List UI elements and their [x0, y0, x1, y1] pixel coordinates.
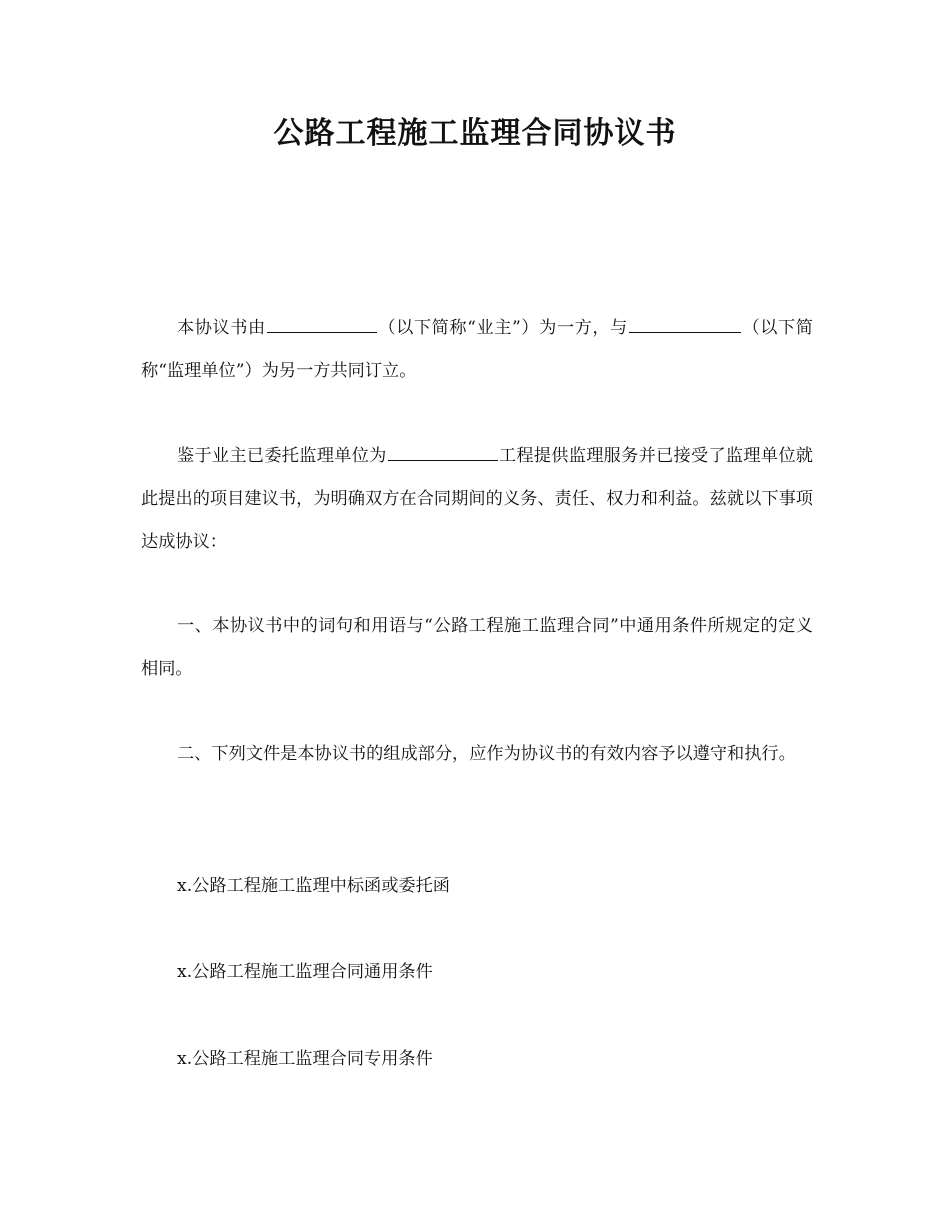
- list-item: x.公路工程施工监理合同通用条件: [177, 962, 433, 982]
- owner-name-blank[interactable]: [267, 331, 377, 333]
- list-item: x.公路工程施工监理合同专用条件: [177, 1049, 433, 1069]
- paragraph-whereas: [141, 435, 813, 564]
- paragraph-text: 鉴于业主已委托监理单位为: [177, 446, 387, 466]
- clause-one: 一、本协议书中的词句和用语与“公路工程施工监理合同”中通用条件所规定的定义相同。: [141, 616, 813, 679]
- paragraph-text: 本协议书由: [177, 318, 266, 338]
- list-item: x.公路工程施工监理中标函或委托函: [177, 876, 450, 896]
- document-title: 公路工程施工监理合同协议书: [273, 116, 677, 151]
- paragraph-text: （以下简称“监理单位”）为另一方共同订立。: [141, 318, 813, 381]
- paragraph-text: （以下简称“业主”）为一方，与: [377, 318, 628, 338]
- project-name-blank[interactable]: [388, 459, 498, 461]
- supervisor-name-blank[interactable]: [629, 331, 741, 333]
- paragraph-text: 工程提供监理服务并已接受了监理单位就此提出的项目建议书，为明确双方在合同期间的义务、责任、权力和利益。兹就以下事项达成协议：: [141, 446, 813, 552]
- clause-two: 二、下列文件是本协议书的组成部分，应作为协议书的有效内容予以遵守和执行。: [177, 744, 796, 764]
- paragraph-parties: [141, 307, 813, 393]
